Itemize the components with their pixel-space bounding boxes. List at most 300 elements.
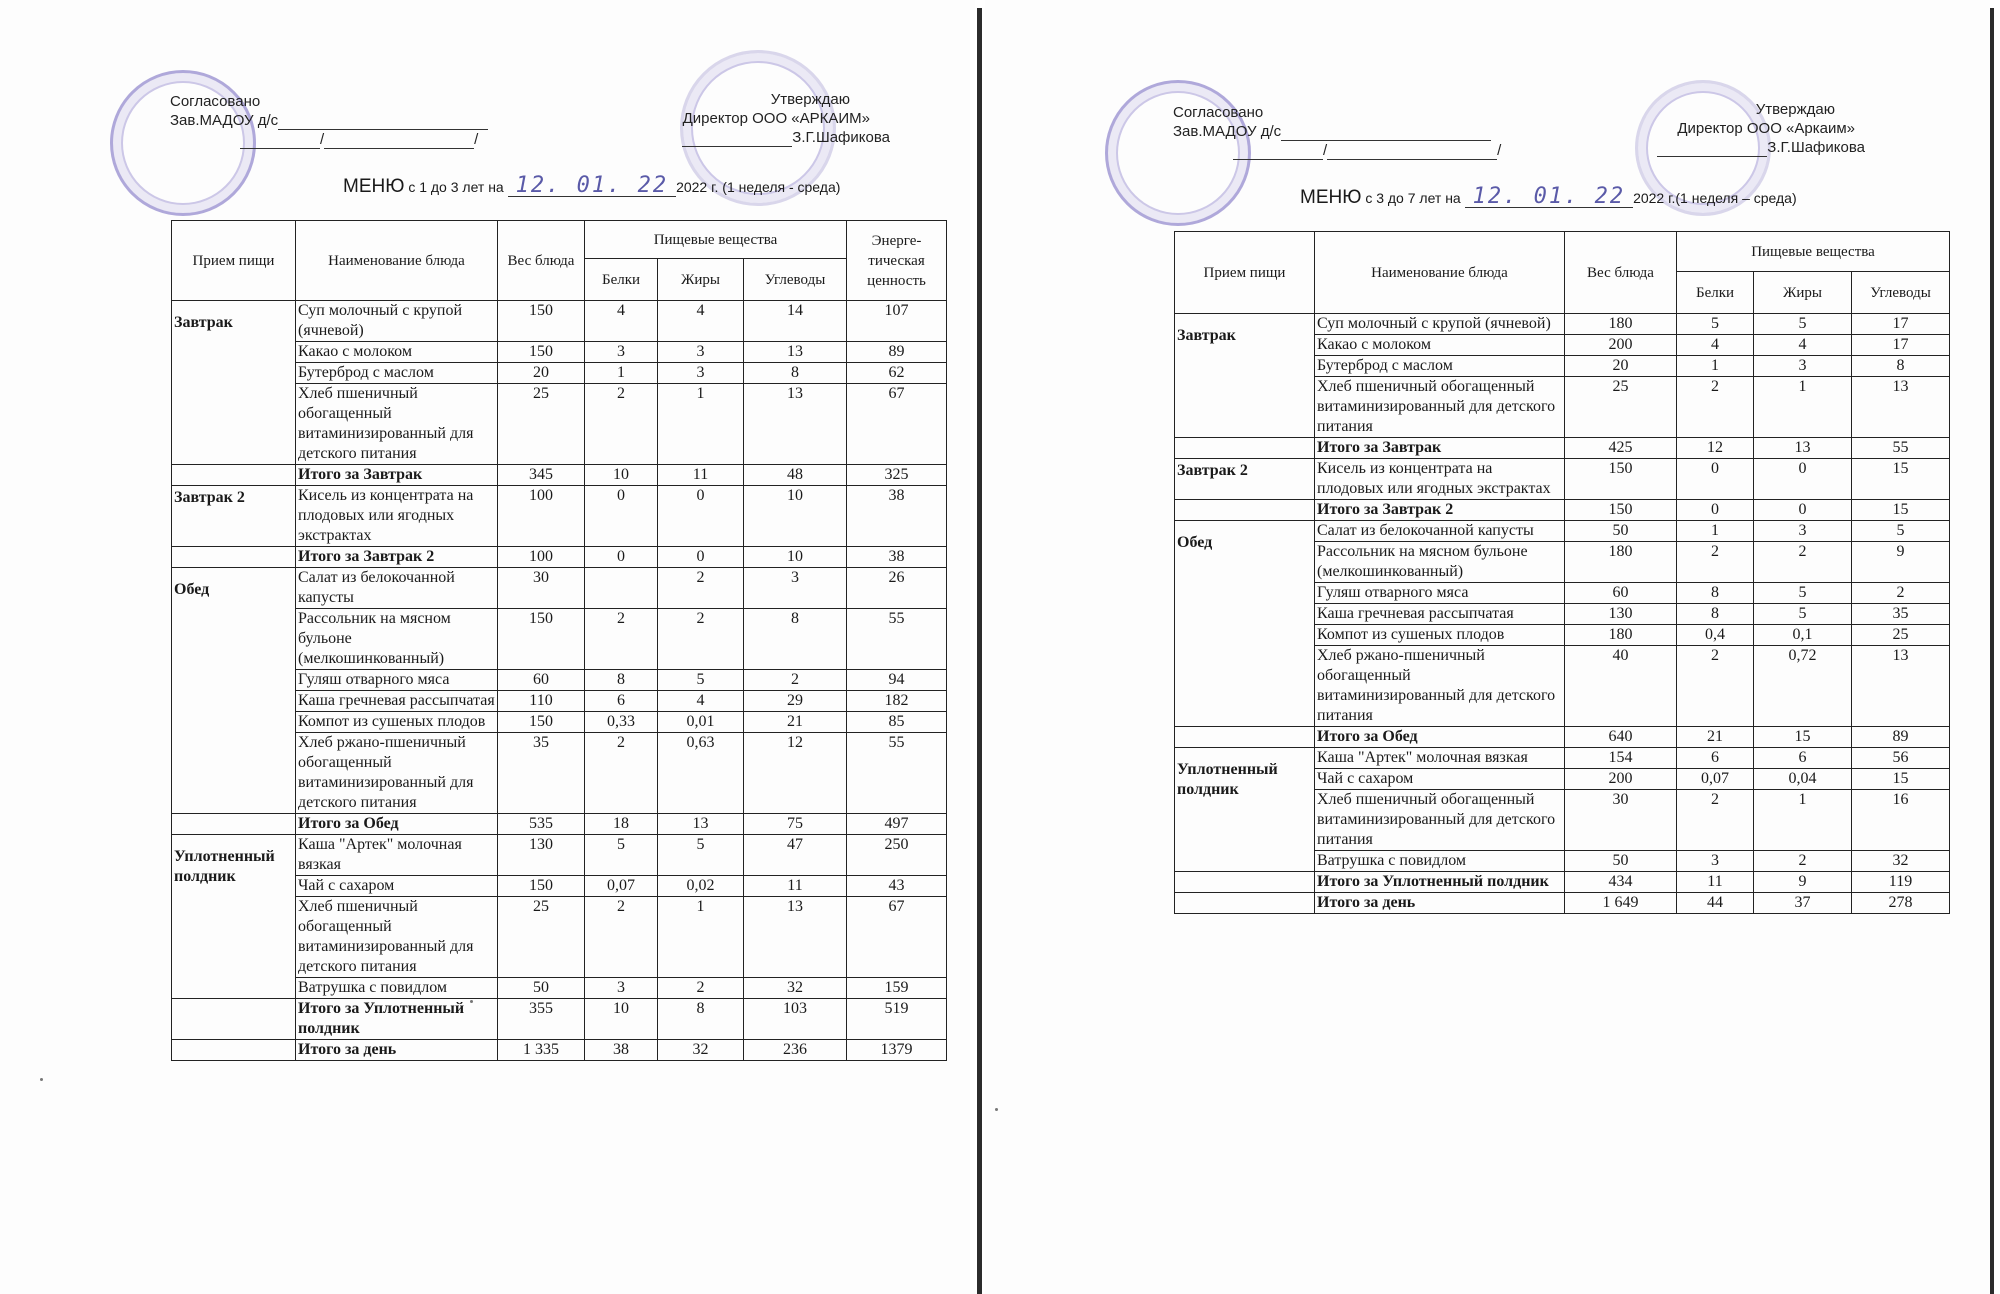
meal-cell: Уплотненный полдник	[172, 835, 296, 999]
carbs-cell: 8	[1852, 356, 1950, 377]
meal-cell	[172, 999, 296, 1040]
dish-cell: Каша "Артек" молочная вязкая	[1315, 748, 1565, 769]
fat-cell: 1	[1754, 377, 1852, 438]
weight-cell: 50	[498, 978, 585, 999]
table-row	[1175, 521, 1950, 542]
approve-label: Утверждаю	[770, 91, 850, 108]
fat-cell: 4	[658, 301, 744, 342]
dish-cell: Салат из белокочанной капусты	[296, 568, 498, 609]
energy-cell: 159	[847, 978, 947, 999]
fat-cell: 5	[1754, 604, 1852, 625]
header-weight: Вес блюда	[498, 221, 585, 301]
table-row	[172, 835, 947, 876]
energy-cell: 26	[847, 568, 947, 609]
header-protein: Белки	[1677, 272, 1754, 314]
dish-cell: Чай с сахаром	[1315, 769, 1565, 790]
table-row	[1175, 314, 1950, 335]
protein-cell: 2	[585, 384, 658, 465]
dish-cell: Какао с молоком	[1315, 335, 1565, 356]
carbs-cell: 15	[1852, 459, 1950, 500]
carbs-cell: 8	[744, 609, 847, 670]
dish-cell: Компот из сушеных плодов	[296, 712, 498, 733]
fat-cell: 1	[658, 384, 744, 465]
energy-cell: 85	[847, 712, 947, 733]
menu-table	[1174, 231, 1950, 914]
fat-cell: 32	[658, 1040, 744, 1061]
protein-cell: 2	[585, 897, 658, 978]
table-row	[172, 301, 947, 342]
fat-cell: 0,1	[1754, 625, 1852, 646]
meal-cell: Завтрак	[1175, 314, 1315, 438]
protein-cell: 1	[1677, 356, 1754, 377]
protein-cell: 2	[1677, 377, 1754, 438]
agreed-block: Согласовано Зав.МАДОУ д/с / /	[170, 92, 488, 149]
meal-cell: Обед	[1175, 521, 1315, 727]
year: 2022 г.	[1633, 190, 1676, 206]
weight-cell: 150	[498, 609, 585, 670]
energy-cell: 67	[847, 897, 947, 978]
energy-cell: 38	[847, 486, 947, 547]
weight-cell: 50	[1565, 521, 1677, 542]
dish-cell: Хлеб пшеничный обогащенный витаминизированный для детского питания	[1315, 790, 1565, 851]
agreed-block: Согласовано Зав.МАДОУ д/с / /	[1173, 104, 1502, 159]
weight-cell: 60	[498, 670, 585, 691]
meal-cell	[1175, 727, 1315, 748]
weight-cell: 150	[498, 712, 585, 733]
fat-cell: 0,72	[1754, 646, 1852, 727]
weight-cell: 150	[1565, 500, 1677, 521]
weight-cell: 154	[1565, 748, 1677, 769]
weight-cell: 200	[1565, 335, 1677, 356]
week-label: (1 неделя - среда)	[722, 179, 841, 195]
energy-cell: 94	[847, 670, 947, 691]
carbs-cell: 9	[1852, 542, 1950, 583]
fat-cell: 2	[658, 609, 744, 670]
weight-cell: 20	[498, 363, 585, 384]
protein-cell: 8	[1677, 604, 1754, 625]
protein-cell: 12	[1677, 438, 1754, 459]
fat-cell: 0,01	[658, 712, 744, 733]
table-row	[172, 465, 947, 486]
weight-cell: 130	[498, 835, 585, 876]
header-meal: Прием пищи	[1175, 232, 1315, 314]
header-energy: Энерге-тическая ценность	[847, 221, 947, 301]
approve-label: Утверждаю	[1755, 101, 1835, 118]
fat-cell: 15	[1754, 727, 1852, 748]
carbs-cell: 15	[1852, 769, 1950, 790]
carbs-cell: 17	[1852, 335, 1950, 356]
dish-cell: Итого за Завтрак	[296, 465, 498, 486]
weight-cell: 20	[1565, 356, 1677, 377]
carbs-cell: 15	[1852, 500, 1950, 521]
dish-cell: Ватрушка с повидлом	[1315, 851, 1565, 872]
protein-cell: 44	[1677, 893, 1754, 914]
dish-cell: Итого за Завтрак 2	[1315, 500, 1565, 521]
fat-cell: 3	[1754, 521, 1852, 542]
protein-cell: 1	[1677, 521, 1754, 542]
carbs-cell: 13	[744, 384, 847, 465]
meal-cell	[1175, 893, 1315, 914]
carbs-cell: 75	[744, 814, 847, 835]
fat-cell: 2	[1754, 542, 1852, 583]
dish-cell: Хлеб пшеничный обогащенный витаминизированный для детского питания	[296, 384, 498, 465]
year: 2022 г.	[676, 179, 719, 195]
carbs-cell: 29	[744, 691, 847, 712]
weight-cell: 150	[1565, 459, 1677, 500]
energy-cell: 55	[847, 733, 947, 814]
fat-cell: 0	[658, 547, 744, 568]
menu-title	[1300, 184, 1797, 209]
protein-cell: 0	[585, 486, 658, 547]
approve-block	[680, 90, 890, 147]
protein-cell	[585, 568, 658, 609]
dish-cell: Гуляш отварного мяса	[296, 670, 498, 691]
protein-cell: 2	[1677, 790, 1754, 851]
carbs-cell: 10	[744, 547, 847, 568]
table-row	[172, 999, 947, 1040]
protein-cell: 0	[1677, 459, 1754, 500]
fat-cell: 3	[658, 342, 744, 363]
weight-cell: 345	[498, 465, 585, 486]
weight-cell: 25	[498, 897, 585, 978]
header-weight: Вес блюда	[1565, 232, 1677, 314]
carbs-cell: 35	[1852, 604, 1950, 625]
fat-cell: 3	[658, 363, 744, 384]
protein-cell: 2	[1677, 542, 1754, 583]
fat-cell: 0	[1754, 459, 1852, 500]
header-dish: Наименование блюда	[1315, 232, 1565, 314]
menu-title	[343, 173, 841, 198]
week-label: (1 неделя – среда)	[1675, 190, 1797, 206]
menu-word: МЕНЮ	[343, 176, 405, 197]
carbs-cell: 236	[744, 1040, 847, 1061]
dish-cell: Бутерброд с маслом	[296, 363, 498, 384]
age-range: с 3 до 7 лет на	[1365, 190, 1461, 206]
approve-position: Директор ООО «Аркаим»	[1677, 120, 1855, 137]
carbs-cell: 119	[1852, 872, 1950, 893]
table-row	[1175, 872, 1950, 893]
table-row	[172, 568, 947, 609]
carbs-cell: 48	[744, 465, 847, 486]
carbs-cell: 16	[1852, 790, 1950, 851]
energy-cell: 107	[847, 301, 947, 342]
protein-cell: 4	[1677, 335, 1754, 356]
table-row	[1175, 500, 1950, 521]
protein-cell: 3	[1677, 851, 1754, 872]
carbs-cell: 25	[1852, 625, 1950, 646]
protein-cell: 0,33	[585, 712, 658, 733]
weight-cell: 100	[498, 486, 585, 547]
carbs-cell: 56	[1852, 748, 1950, 769]
carbs-cell: 2	[1852, 583, 1950, 604]
fat-cell: 0,04	[1754, 769, 1852, 790]
protein-cell: 8	[585, 670, 658, 691]
approve-block	[1645, 100, 1865, 157]
header-carbs: Углеводы	[1852, 272, 1950, 314]
weight-cell: 50	[1565, 851, 1677, 872]
dish-cell: Суп молочный с крупой (ячневой)	[296, 301, 498, 342]
meal-cell: Обед	[172, 568, 296, 814]
fat-cell: 37	[1754, 893, 1852, 914]
fat-cell: 11	[658, 465, 744, 486]
table-row	[172, 547, 947, 568]
carbs-cell: 2	[744, 670, 847, 691]
fat-cell: 13	[1754, 438, 1852, 459]
protein-cell: 10	[585, 999, 658, 1040]
fat-cell: 6	[1754, 748, 1852, 769]
carbs-cell: 32	[1852, 851, 1950, 872]
protein-cell: 4	[585, 301, 658, 342]
meal-cell	[172, 814, 296, 835]
fat-cell: 2	[658, 568, 744, 609]
weight-cell: 535	[498, 814, 585, 835]
weight-cell: 30	[1565, 790, 1677, 851]
table-row	[1175, 438, 1950, 459]
meal-cell: Уплотненный полдник	[1175, 748, 1315, 872]
meal-cell: Завтрак	[172, 301, 296, 465]
meal-cell	[1175, 872, 1315, 893]
protein-cell: 10	[585, 465, 658, 486]
table-row	[1175, 748, 1950, 769]
fat-cell: 2	[1754, 851, 1852, 872]
approve-name: З.Г.Шафикова	[792, 129, 890, 146]
protein-cell: 0,4	[1677, 625, 1754, 646]
protein-cell: 3	[585, 978, 658, 999]
fat-cell: 8	[658, 999, 744, 1040]
carbs-cell: 11	[744, 876, 847, 897]
carbs-cell: 14	[744, 301, 847, 342]
fat-cell: 9	[1754, 872, 1852, 893]
protein-cell: 38	[585, 1040, 658, 1061]
table-row	[172, 486, 947, 547]
protein-cell: 5	[1677, 314, 1754, 335]
carbs-cell: 8	[744, 363, 847, 384]
meal-cell	[1175, 438, 1315, 459]
protein-cell: 18	[585, 814, 658, 835]
energy-cell: 38	[847, 547, 947, 568]
weight-cell: 434	[1565, 872, 1677, 893]
protein-cell: 2	[585, 733, 658, 814]
table-row	[1175, 459, 1950, 500]
dish-cell: Каша гречневая рассыпчатая	[296, 691, 498, 712]
dish-cell: Каша гречневая рассыпчатая	[1315, 604, 1565, 625]
handwritten-date: 12. 01. 22	[508, 176, 676, 197]
menu-table	[171, 220, 947, 1061]
dish-cell: Итого за день	[1315, 893, 1565, 914]
dish-cell: Кисель из концентрата на плодовых или ягодных экстрактах	[1315, 459, 1565, 500]
handwritten-date: 12. 01. 22	[1465, 187, 1633, 208]
weight-cell: 150	[498, 876, 585, 897]
dish-cell: Итого за Уплотненный полдник	[1315, 872, 1565, 893]
carbs-cell: 103	[744, 999, 847, 1040]
dish-cell: Рассольник на мясном бульоне (мелкошинкованный)	[1315, 542, 1565, 583]
approve-name: З.Г.Шафикова	[1767, 139, 1865, 156]
meal-cell	[1175, 500, 1315, 521]
dish-cell: Чай с сахаром	[296, 876, 498, 897]
fat-cell: 0	[658, 486, 744, 547]
meal-cell	[172, 1040, 296, 1061]
header-nutrients: Пищевые вещества	[1677, 232, 1950, 272]
fat-cell: 4	[1754, 335, 1852, 356]
weight-cell: 40	[1565, 646, 1677, 727]
dish-cell: Компот из сушеных плодов	[1315, 625, 1565, 646]
dish-cell: Итого за Обед	[296, 814, 498, 835]
dish-cell: Кисель из концентрата на плодовых или ягодных экстрактах	[296, 486, 498, 547]
agreed-label: Согласовано	[170, 93, 261, 110]
dish-cell: Суп молочный с крупой (ячневой)	[1315, 314, 1565, 335]
weight-cell: 180	[1565, 314, 1677, 335]
fat-cell: 1	[1754, 790, 1852, 851]
carbs-cell: 278	[1852, 893, 1950, 914]
carbs-cell: 21	[744, 712, 847, 733]
dish-cell: Какао с молоком	[296, 342, 498, 363]
protein-cell: 0,07	[585, 876, 658, 897]
fat-cell: 3	[1754, 356, 1852, 377]
protein-cell: 2	[1677, 646, 1754, 727]
dish-cell: Хлеб ржано-пшеничный обогащенный витаминизированный для детского питания	[1315, 646, 1565, 727]
meal-cell: Завтрак 2	[172, 486, 296, 547]
weight-cell: 25	[498, 384, 585, 465]
carbs-cell: 17	[1852, 314, 1950, 335]
protein-cell: 2	[585, 609, 658, 670]
menu-page-3-7	[985, 0, 1990, 1294]
protein-cell: 8	[1677, 583, 1754, 604]
header-dish: Наименование блюда	[296, 221, 498, 301]
protein-cell: 0	[585, 547, 658, 568]
protein-cell: 0	[1677, 500, 1754, 521]
carbs-cell: 3	[744, 568, 847, 609]
weight-cell: 150	[498, 301, 585, 342]
weight-cell: 30	[498, 568, 585, 609]
protein-cell: 3	[585, 342, 658, 363]
weight-cell: 150	[498, 342, 585, 363]
carbs-cell: 12	[744, 733, 847, 814]
weight-cell: 110	[498, 691, 585, 712]
fat-cell: 0,63	[658, 733, 744, 814]
header-meal: Прием пищи	[172, 221, 296, 301]
table-row	[1175, 893, 1950, 914]
dish-cell: Итого за Завтрак	[1315, 438, 1565, 459]
header-fat: Жиры	[1754, 272, 1852, 314]
weight-cell: 60	[1565, 583, 1677, 604]
agreed-label: Согласовано	[1173, 104, 1264, 121]
page-divider	[977, 8, 982, 1294]
meal-cell	[172, 547, 296, 568]
header-nutrients: Пищевые вещества	[585, 221, 847, 259]
menu-word: МЕНЮ	[1300, 187, 1362, 208]
weight-cell: 100	[498, 547, 585, 568]
carbs-cell: 13	[1852, 377, 1950, 438]
carbs-cell: 10	[744, 486, 847, 547]
header-carbs: Углеводы	[744, 259, 847, 301]
weight-cell: 355	[498, 999, 585, 1040]
fat-cell: 5	[658, 670, 744, 691]
menu-page-1-3	[0, 0, 975, 1294]
fat-cell: 5	[1754, 583, 1852, 604]
weight-cell: 1 649	[1565, 893, 1677, 914]
header-protein: Белки	[585, 259, 658, 301]
dish-cell: Итого за Завтрак 2	[296, 547, 498, 568]
dish-cell: Салат из белокочанной капусты	[1315, 521, 1565, 542]
fat-cell: 5	[658, 835, 744, 876]
protein-cell: 6	[585, 691, 658, 712]
table-row	[1175, 727, 1950, 748]
carbs-cell: 13	[1852, 646, 1950, 727]
weight-cell: 640	[1565, 727, 1677, 748]
dish-cell: Итого за Уплотненный полдник	[296, 999, 498, 1040]
meal-cell: Завтрак 2	[1175, 459, 1315, 500]
energy-cell: 89	[847, 342, 947, 363]
energy-cell: 182	[847, 691, 947, 712]
dish-cell: Ватрушка с повидлом	[296, 978, 498, 999]
dish-cell: Хлеб пшеничный обогащенный витаминизированный для детского питания	[296, 897, 498, 978]
energy-cell: 250	[847, 835, 947, 876]
protein-cell: 6	[1677, 748, 1754, 769]
fat-cell: 4	[658, 691, 744, 712]
weight-cell: 180	[1565, 542, 1677, 583]
carbs-cell: 32	[744, 978, 847, 999]
weight-cell: 130	[1565, 604, 1677, 625]
table-row	[172, 1040, 947, 1061]
protein-cell: 0,07	[1677, 769, 1754, 790]
protein-cell: 1	[585, 363, 658, 384]
protein-cell: 5	[585, 835, 658, 876]
carbs-cell: 13	[744, 897, 847, 978]
fat-cell: 0,02	[658, 876, 744, 897]
weight-cell: 425	[1565, 438, 1677, 459]
carbs-cell: 5	[1852, 521, 1950, 542]
fat-cell: 13	[658, 814, 744, 835]
protein-cell: 11	[1677, 872, 1754, 893]
fat-cell: 5	[1754, 314, 1852, 335]
dish-cell: Каша "Артек" молочная вязкая	[296, 835, 498, 876]
energy-cell: 43	[847, 876, 947, 897]
header-fat: Жиры	[658, 259, 744, 301]
weight-cell: 1 335	[498, 1040, 585, 1061]
weight-cell: 25	[1565, 377, 1677, 438]
approve-position: Директор ООО «АРКАИМ»	[682, 110, 870, 127]
carbs-cell: 55	[1852, 438, 1950, 459]
energy-cell: 497	[847, 814, 947, 835]
weight-cell: 200	[1565, 769, 1677, 790]
weight-cell: 35	[498, 733, 585, 814]
dish-cell: Хлеб пшеничный обогащенный витаминизированный для детского питания	[1315, 377, 1565, 438]
agreed-position: Зав.МАДОУ д/с	[1173, 123, 1282, 140]
dish-cell: Бутерброд с маслом	[1315, 356, 1565, 377]
weight-cell: 180	[1565, 625, 1677, 646]
meal-cell	[172, 465, 296, 486]
energy-cell: 519	[847, 999, 947, 1040]
dish-cell: Рассольник на мясном бульоне (мелкошинкованный)	[296, 609, 498, 670]
energy-cell: 55	[847, 609, 947, 670]
carbs-cell: 89	[1852, 727, 1950, 748]
energy-cell: 325	[847, 465, 947, 486]
dish-cell: Хлеб ржано-пшеничный обогащенный витаминизированный для детского питания	[296, 733, 498, 814]
dish-cell: Гуляш отварного мяса	[1315, 583, 1565, 604]
dish-cell: Итого за день	[296, 1040, 498, 1061]
fat-cell: 2	[658, 978, 744, 999]
carbs-cell: 13	[744, 342, 847, 363]
energy-cell: 67	[847, 384, 947, 465]
energy-cell: 62	[847, 363, 947, 384]
agreed-position: Зав.МАДОУ д/с	[170, 112, 279, 129]
table-row	[172, 814, 947, 835]
protein-cell: 21	[1677, 727, 1754, 748]
energy-cell: 1379	[847, 1040, 947, 1061]
fat-cell: 1	[658, 897, 744, 978]
fat-cell: 0	[1754, 500, 1852, 521]
age-range: с 1 до 3 лет на	[408, 179, 504, 195]
